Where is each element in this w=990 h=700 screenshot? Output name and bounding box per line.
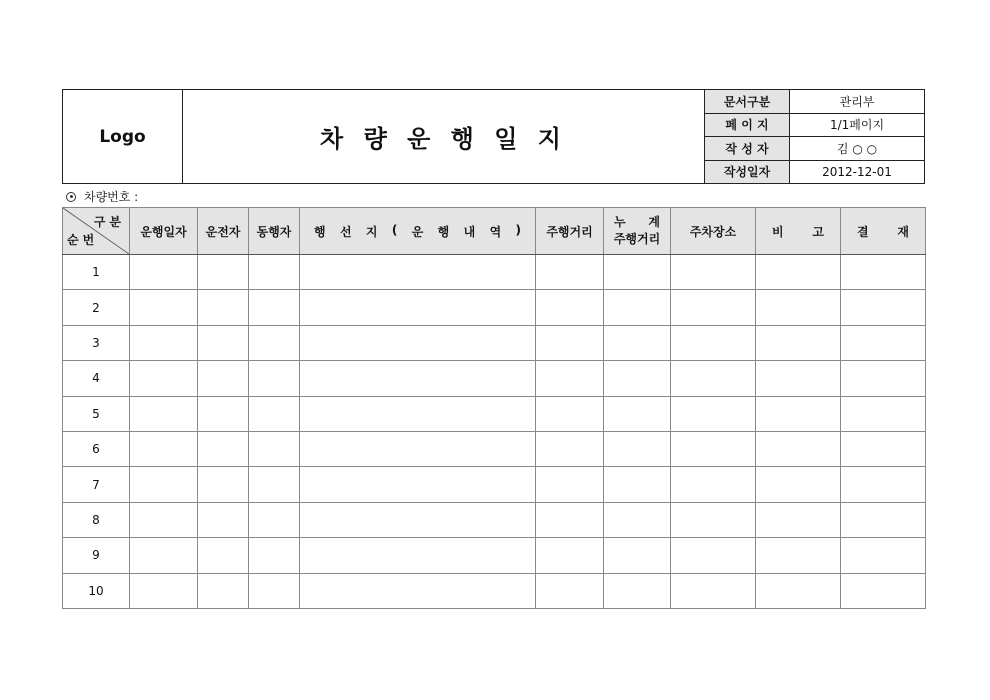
vehicle-log-table — [62, 207, 926, 609]
cell-cumulative[interactable] — [604, 573, 671, 608]
cell-companion[interactable] — [249, 573, 300, 608]
cell-companion[interactable] — [249, 290, 300, 325]
row-number: 7 — [63, 467, 130, 502]
cell-date[interactable] — [130, 467, 198, 502]
cell-companion[interactable] — [249, 361, 300, 396]
col-approval — [841, 208, 926, 255]
cell-distance[interactable] — [536, 431, 604, 466]
cell-approval[interactable] — [841, 538, 926, 573]
cell-destination[interactable] — [300, 361, 536, 396]
meta-label: 문서구분 — [705, 90, 790, 113]
cell-driver[interactable] — [198, 325, 249, 360]
row-number: 6 — [63, 431, 130, 466]
remarks-char: 비 — [772, 224, 784, 239]
row-number: 2 — [63, 290, 130, 325]
cell-parking[interactable] — [671, 290, 756, 325]
cell-date[interactable] — [130, 290, 198, 325]
cell-remarks[interactable] — [756, 325, 841, 360]
cell-driver[interactable] — [198, 431, 249, 466]
col-companion: 동행자 — [249, 208, 300, 255]
cell-parking[interactable] — [671, 361, 756, 396]
cell-destination[interactable] — [300, 290, 536, 325]
destination-char: ( — [391, 222, 398, 237]
cell-driver[interactable] — [198, 290, 249, 325]
col-destination — [300, 208, 536, 255]
table-row — [63, 290, 926, 325]
cell-cumulative[interactable] — [604, 290, 671, 325]
corner-category-label: 구분 — [93, 215, 125, 229]
cell-date[interactable] — [130, 325, 198, 360]
meta-value: 김 ○ ○ — [836, 141, 878, 156]
cell-remarks[interactable] — [756, 538, 841, 573]
col-remarks — [756, 208, 841, 255]
table-row — [63, 255, 926, 290]
cell-date[interactable] — [130, 361, 198, 396]
destination-char: 내 — [463, 224, 476, 239]
cell-date[interactable] — [130, 396, 198, 431]
cell-cumulative[interactable] — [604, 538, 671, 573]
cell-parking[interactable] — [671, 431, 756, 466]
approval-char: 결 — [857, 224, 869, 239]
cell-distance[interactable] — [536, 396, 604, 431]
cell-companion[interactable] — [249, 431, 300, 466]
destination-char: 운 — [411, 224, 424, 239]
cell-parking[interactable] — [671, 502, 756, 537]
table-row — [63, 502, 926, 537]
cell-date[interactable] — [130, 573, 198, 608]
cell-distance[interactable] — [536, 290, 604, 325]
cell-driver[interactable] — [198, 538, 249, 573]
vehicle-number-label: 차량번호 : — [84, 190, 139, 204]
meta-value: 관리부 — [839, 94, 875, 109]
cell-companion[interactable] — [249, 502, 300, 537]
meta-value: 2012-12-01 — [822, 164, 892, 179]
cell-approval[interactable] — [841, 467, 926, 502]
cell-remarks[interactable] — [756, 431, 841, 466]
row-number: 9 — [63, 538, 130, 573]
cell-parking[interactable] — [671, 325, 756, 360]
col-date: 운행일자 — [130, 208, 198, 255]
table-header-row — [63, 208, 926, 255]
destination-char: 지 — [365, 224, 378, 239]
cell-driver[interactable] — [198, 361, 249, 396]
cell-distance[interactable] — [536, 467, 604, 502]
cell-companion[interactable] — [249, 255, 300, 290]
cell-approval[interactable] — [841, 573, 926, 608]
cell-cumulative[interactable] — [604, 325, 671, 360]
row-number: 8 — [63, 502, 130, 537]
cell-approval[interactable] — [841, 361, 926, 396]
cell-destination[interactable] — [300, 502, 536, 537]
cell-companion[interactable] — [249, 396, 300, 431]
table-row — [63, 361, 926, 396]
cell-destination[interactable] — [300, 396, 536, 431]
meta-row-category — [705, 90, 924, 114]
cell-driver[interactable] — [198, 502, 249, 537]
cell-cumulative[interactable] — [604, 467, 671, 502]
row-number: 10 — [63, 573, 130, 608]
cell-remarks[interactable] — [756, 573, 841, 608]
document-meta — [705, 90, 924, 183]
cell-parking[interactable] — [671, 467, 756, 502]
cell-approval[interactable] — [841, 325, 926, 360]
cell-approval[interactable] — [841, 255, 926, 290]
cell-driver[interactable] — [198, 255, 249, 290]
vehicle-number-field — [66, 188, 138, 205]
cell-approval[interactable] — [841, 290, 926, 325]
cell-remarks[interactable] — [756, 255, 841, 290]
cell-companion[interactable] — [249, 538, 300, 573]
cell-driver[interactable] — [198, 573, 249, 608]
table-row — [63, 467, 926, 502]
cell-destination[interactable] — [300, 573, 536, 608]
cumulative-char: 계 — [648, 215, 660, 229]
row-number: 3 — [63, 325, 130, 360]
cell-destination[interactable] — [300, 325, 536, 360]
table-row — [63, 573, 926, 608]
cell-destination[interactable] — [300, 467, 536, 502]
table-row — [63, 431, 926, 466]
approval-char: 재 — [897, 224, 909, 239]
document-title: 차 량 운 행 일 지 — [183, 90, 705, 183]
cell-remarks[interactable] — [756, 467, 841, 502]
cell-date[interactable] — [130, 255, 198, 290]
corner-header — [63, 208, 130, 255]
meta-value: 1/1페이지 — [829, 118, 885, 133]
cell-date[interactable] — [130, 502, 198, 537]
cell-distance[interactable] — [536, 361, 604, 396]
row-number: 1 — [63, 255, 130, 290]
cell-approval[interactable] — [841, 396, 926, 431]
meta-row-page — [705, 114, 924, 138]
cell-destination[interactable] — [300, 431, 536, 466]
table-row — [63, 396, 926, 431]
cell-parking[interactable] — [671, 538, 756, 573]
col-driver: 운전자 — [198, 208, 249, 255]
cell-cumulative[interactable] — [604, 361, 671, 396]
cell-companion[interactable] — [249, 467, 300, 502]
destination-char: 행 — [437, 224, 450, 239]
col-distance: 주행거리 — [536, 208, 604, 255]
cumulative-line2: 주행거리 — [613, 232, 661, 246]
bullet-circle-icon — [66, 192, 76, 202]
cell-parking[interactable] — [671, 255, 756, 290]
cell-cumulative[interactable] — [604, 396, 671, 431]
table-row — [63, 325, 926, 360]
cell-distance[interactable] — [536, 255, 604, 290]
cell-cumulative[interactable] — [604, 255, 671, 290]
corner-number-label: 순번 — [67, 233, 99, 247]
cell-approval[interactable] — [841, 431, 926, 466]
cell-destination[interactable] — [300, 255, 536, 290]
remarks-char: 고 — [812, 224, 824, 239]
table-row — [63, 538, 926, 573]
cell-destination[interactable] — [300, 538, 536, 573]
cell-distance[interactable] — [536, 325, 604, 360]
cell-companion[interactable] — [249, 325, 300, 360]
row-number: 4 — [63, 361, 130, 396]
cell-parking[interactable] — [671, 396, 756, 431]
cell-approval[interactable] — [841, 502, 926, 537]
cell-date[interactable] — [130, 431, 198, 466]
cell-distance[interactable] — [536, 573, 604, 608]
meta-row-author — [705, 137, 924, 161]
cell-remarks[interactable] — [756, 361, 841, 396]
meta-row-date — [705, 161, 924, 184]
col-cumulative-distance — [604, 208, 671, 255]
cell-cumulative[interactable] — [604, 431, 671, 466]
meta-label: 작 성 자 — [705, 137, 790, 160]
cell-distance[interactable] — [536, 538, 604, 573]
cell-remarks[interactable] — [756, 290, 841, 325]
col-parking: 주차장소 — [671, 208, 756, 255]
cell-date[interactable] — [130, 538, 198, 573]
cell-remarks[interactable] — [756, 502, 841, 537]
cell-driver[interactable] — [198, 396, 249, 431]
cell-remarks[interactable] — [756, 396, 841, 431]
cell-distance[interactable] — [536, 502, 604, 537]
destination-char: 행 — [314, 224, 326, 239]
cell-cumulative[interactable] — [604, 502, 671, 537]
meta-label: 페 이 지 — [705, 114, 790, 137]
cumulative-char: 누 — [614, 215, 626, 229]
destination-char: 선 — [339, 224, 352, 239]
destination-char: ) — [515, 222, 521, 237]
cell-parking[interactable] — [671, 573, 756, 608]
cell-driver[interactable] — [198, 467, 249, 502]
logo: Logo — [63, 90, 183, 183]
document-header — [62, 89, 925, 184]
meta-label: 작성일자 — [705, 161, 790, 184]
destination-char: 역 — [489, 224, 502, 239]
row-number: 5 — [63, 396, 130, 431]
